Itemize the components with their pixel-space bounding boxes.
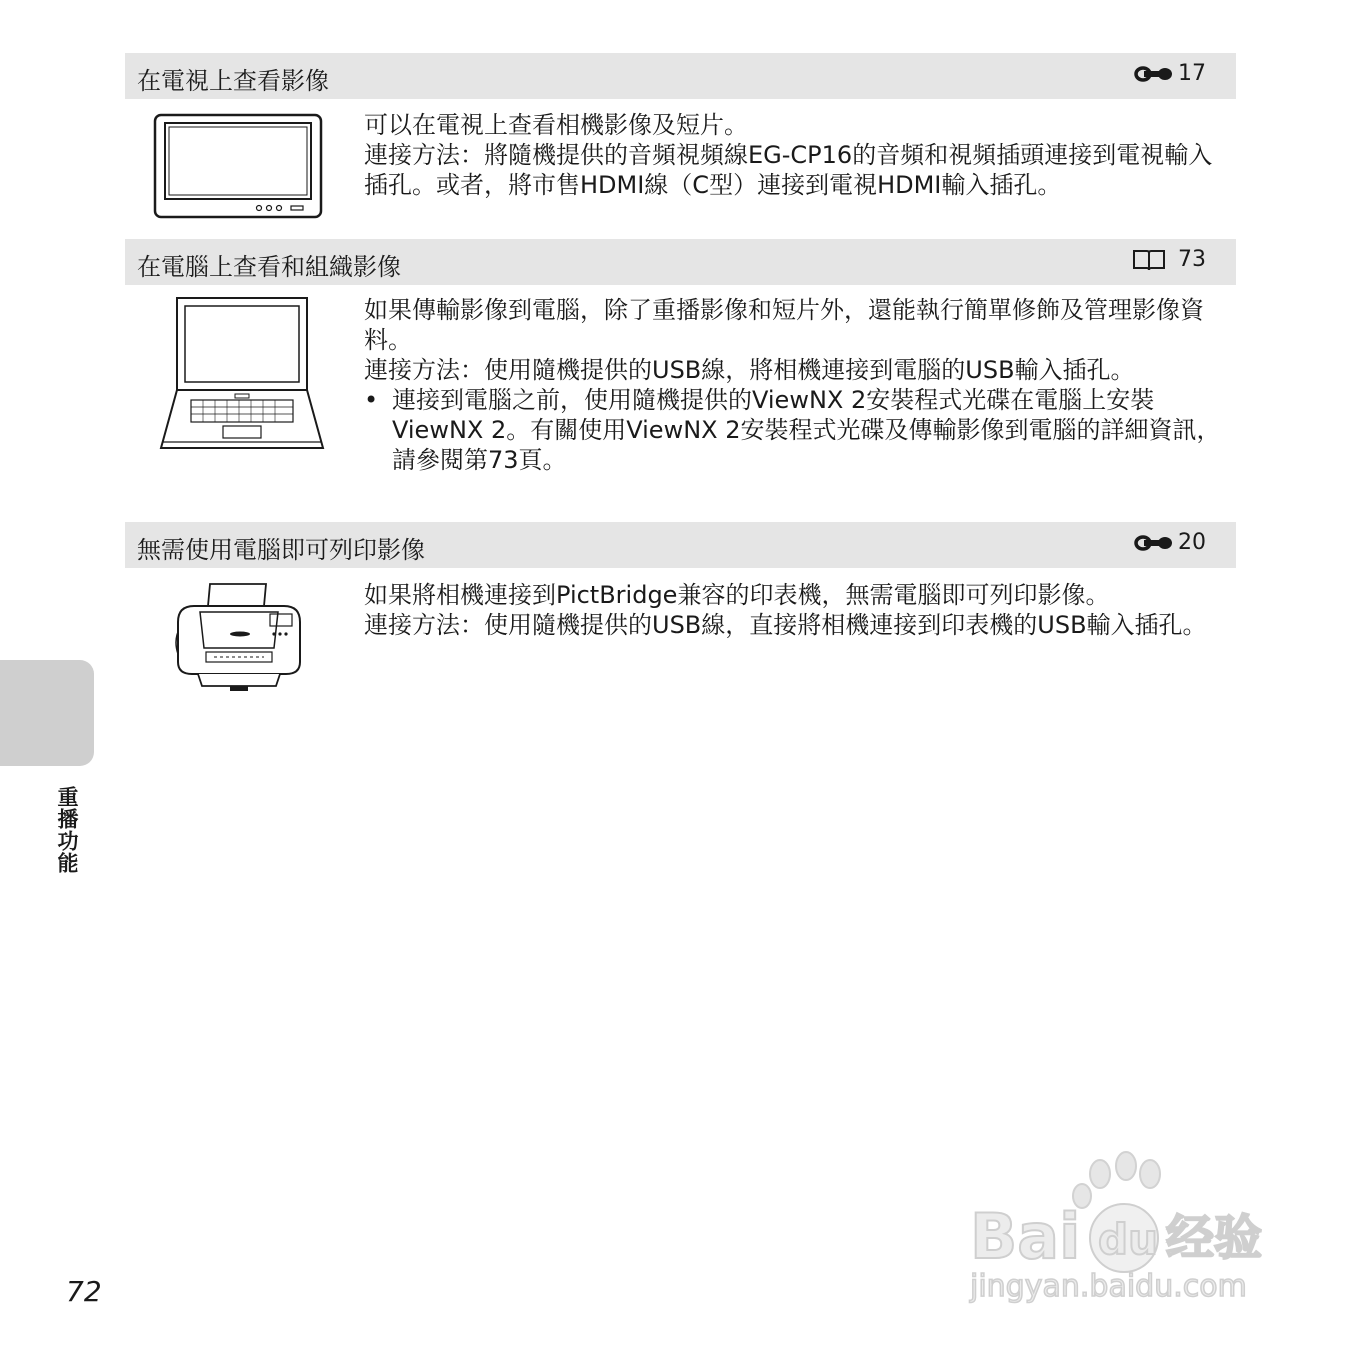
bullet-item [364, 385, 1234, 475]
svg-text:Bai: Bai [970, 1200, 1081, 1273]
svg-text:jingyan.baidu.com: jingyan.baidu.com [970, 1269, 1247, 1304]
section-reference[interactable] [1134, 61, 1206, 86]
section-title: 在電腦上查看和組織影像 [137, 253, 401, 281]
link-reference-icon [1134, 64, 1174, 84]
reference-page: 73 [1178, 247, 1206, 272]
paragraph: 如果將相機連接到PictBridge兼容的印表機，無需電腦即可列印影像。 [364, 581, 1110, 609]
chapter-label: 重播功能 [55, 786, 79, 874]
paragraph: 如果傳輸影像到電腦，除了重播影像和短片外，還能執行簡單修飾及管理影像資料。 [364, 296, 1204, 354]
paragraph: 連接方法：使用隨機提供的USB線，直接將相機連接到印表機的USB輸入插孔。 [364, 611, 1207, 639]
bullet-text: 連接到電腦之前，使用隨機提供的ViewNX 2安裝程式光碟在電腦上安裝ViewNX 2。有關使用ViewNX 2安裝程式光碟及傳輸影像到電腦的詳細資訊，請參閱第73頁。 [392, 386, 1221, 474]
chapter-tab [0, 660, 94, 766]
television-icon [153, 113, 323, 223]
link-reference-icon [1134, 533, 1174, 553]
section-reference[interactable] [1132, 247, 1206, 272]
svg-text:du: du [1098, 1215, 1158, 1264]
section-body-pc [364, 295, 1234, 475]
baidu-watermark [960, 1150, 1280, 1310]
page-number: 72 [66, 1275, 102, 1308]
section-title: 在電視上查看影像 [137, 67, 329, 95]
paragraph: 連接方法：使用隨機提供的USB線，將相機連接到電腦的USB輸入插孔。 [364, 356, 1135, 384]
section-header-print [125, 522, 1236, 568]
section-title: 無需使用電腦即可列印影像 [137, 536, 425, 564]
paragraph: 連接方法：將隨機提供的音頻視頻線EG-CP16的音頻和視頻插頭連接到電視輸入插孔。或者，將市售HDMI線（C型）連接到電視HDMI輸入插孔。 [364, 141, 1213, 199]
bullet-dot: • [364, 386, 379, 414]
paragraph: 可以在電視上查看相機影像及短片。 [364, 111, 748, 139]
book-reference-icon [1132, 248, 1166, 272]
reference-page: 20 [1178, 530, 1206, 555]
section-body-tv [364, 110, 1234, 200]
printer-icon [174, 582, 304, 698]
section-header-pc [125, 239, 1236, 285]
reference-page: 17 [1178, 61, 1206, 86]
section-body-print [364, 580, 1234, 640]
section-header-tv [125, 53, 1236, 99]
laptop-icon [157, 296, 327, 460]
svg-text:经验: 经验 [1166, 1210, 1263, 1266]
section-reference[interactable] [1134, 530, 1206, 555]
